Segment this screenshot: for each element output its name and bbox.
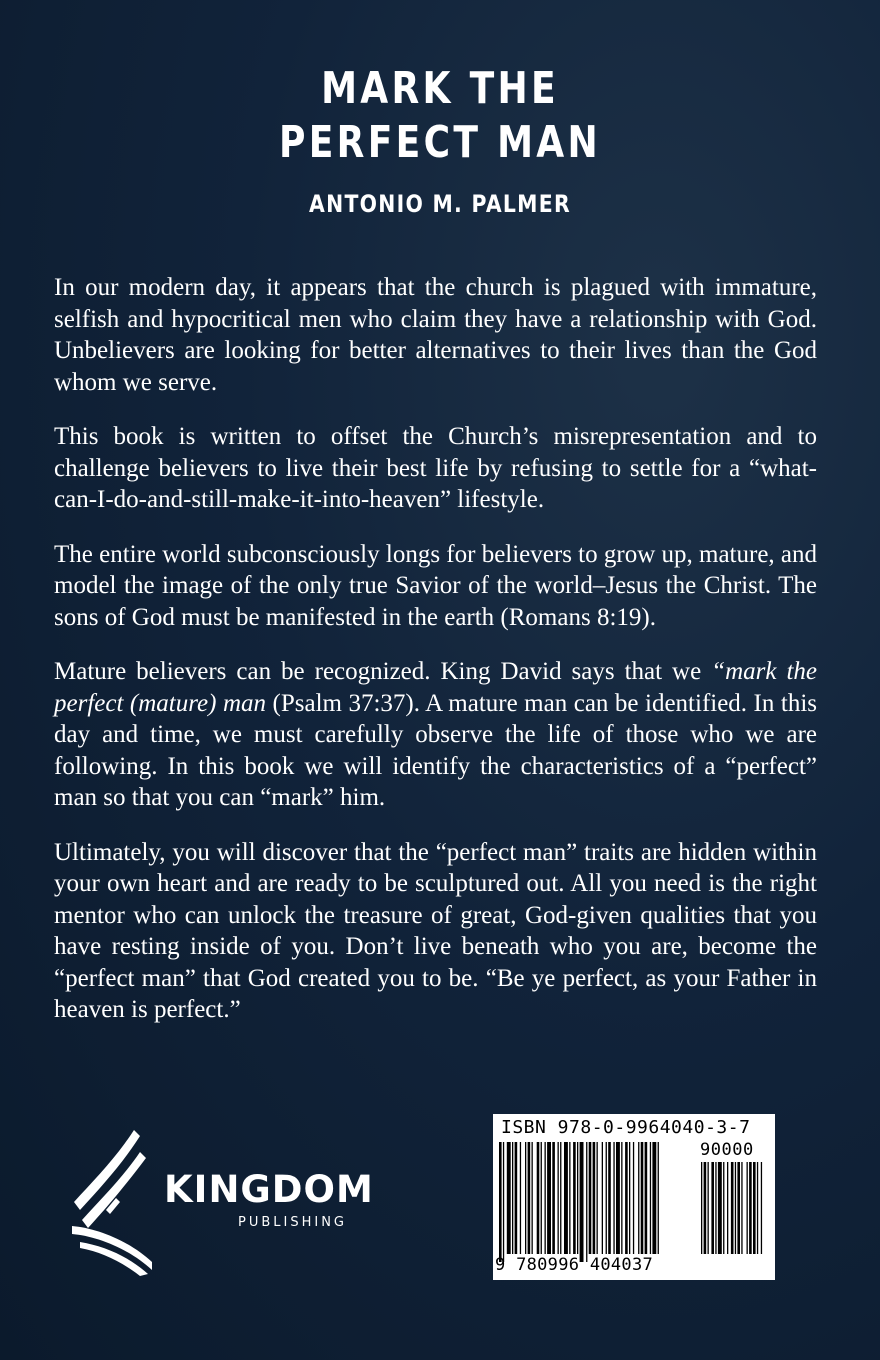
title-line-2: PERFECT MAN [279, 117, 601, 168]
barcode-bar [580, 1142, 584, 1262]
barcode-bar [593, 1142, 596, 1254]
isbn-label: ISBN 978-0-9964040-3-7 [501, 1117, 751, 1138]
barcode-bar [545, 1142, 546, 1254]
barcode-bar [564, 1142, 568, 1254]
barcode-bar [569, 1142, 570, 1254]
barcode-bar [532, 1142, 533, 1254]
barcode-bar [520, 1142, 521, 1254]
barcode-bar [586, 1142, 587, 1262]
barcode-bar [573, 1142, 576, 1254]
addon-bar [711, 1162, 714, 1254]
addon-bar [753, 1162, 756, 1254]
barcode-bar [528, 1142, 531, 1254]
barcode-bar [625, 1142, 628, 1254]
addon-bar [761, 1162, 762, 1254]
addon-bar [723, 1162, 724, 1254]
barcode-bar [650, 1142, 651, 1254]
barcode-bar [616, 1142, 620, 1254]
barcode-bar [652, 1142, 656, 1254]
price-code: 90000 [700, 1140, 754, 1160]
barcode-bar [589, 1142, 592, 1254]
barcode-bar [658, 1142, 659, 1254]
book-pages-icon [66, 1128, 166, 1278]
back-cover-blurb [54, 272, 817, 1049]
scripture-quote: “mark the perfect (mature) man [54, 658, 817, 717]
barcode-bar [606, 1142, 607, 1254]
barcode-bar [537, 1142, 540, 1254]
publisher-logo [66, 1128, 376, 1278]
blurb-text: Mature believers can be recognized. King David says that we [54, 658, 712, 685]
title-line-1: MARK THE [321, 63, 559, 114]
barcode-bar [499, 1142, 502, 1262]
addon-bar [701, 1162, 702, 1254]
barcode-bar [503, 1142, 504, 1262]
barcode-bar [621, 1142, 622, 1254]
barcode-bar [507, 1142, 511, 1254]
blurb-text: (Psalm 37:37). A mature man can be identified. In this day and time, we must carefully observe the life of those who we are following. In this book we will identify the characteristics of a “perfect” man so that you can “mark” him. [54, 689, 818, 811]
blurb-paragraph [54, 656, 817, 814]
barcode-bar [633, 1142, 634, 1254]
addon-bar [757, 1162, 758, 1254]
isbn-barcode [493, 1114, 775, 1280]
barcode-bar [560, 1142, 561, 1254]
barcode-bar [541, 1142, 542, 1254]
addon-bar [715, 1162, 716, 1254]
barcode-bar [602, 1142, 603, 1254]
book-title [79, 62, 801, 170]
barcode-bar [629, 1142, 630, 1254]
addon-bar [704, 1162, 707, 1254]
addon-bar [749, 1162, 752, 1254]
barcode-bar [512, 1142, 513, 1254]
addon-bar [718, 1162, 722, 1254]
barcode-bar [552, 1142, 555, 1254]
addon-bar [737, 1162, 740, 1254]
barcode-bar [515, 1142, 518, 1254]
barcode-bar [645, 1142, 648, 1254]
barcode-bar [525, 1142, 526, 1254]
ean-digits: 9 780996 404037 [495, 1255, 654, 1275]
barcode-bar [641, 1142, 644, 1254]
blurb-paragraph: The entire world subconsciously longs for believers to grow up, mature, and model the image of the only true Savior of the world–Jesus the Christ. The sons of God must be manifested in the earth (Romans 8:19). [54, 540, 818, 631]
addon-bar [747, 1162, 748, 1254]
blurb-paragraph: In our modern day, it appears that the church is plagued with immature, selfish and hypocritical men who claim they have a relationship with God. Unbelievers are looking for better alternatives to their lives than the God whom we serve. [54, 274, 817, 396]
blurb-paragraph: Ultimately, you will discover that the “perfect man” traits are hidden within your own heart and are ready to be sculptured out. All you need is the right mentor who can unlock the treasure of great, God-given qualities that you have resting inside of you. Don’t live beneath who you are, become the “perfect man” that God created you to be. “Be ye perfect, as your Father in heaven is perfect.” [54, 838, 817, 1023]
addon-bar [735, 1162, 736, 1254]
barcode-bar [638, 1142, 639, 1254]
barcode-bar [547, 1142, 551, 1254]
barcode-bar [597, 1142, 598, 1254]
addon-bar [708, 1162, 709, 1254]
barcode-bar [558, 1142, 559, 1254]
barcode-bar [608, 1142, 611, 1254]
addon-bar [731, 1162, 734, 1254]
author-name: ANTONIO M. PALMER [309, 190, 571, 218]
addon-bar [727, 1162, 728, 1254]
publisher-name: KINGDOM [164, 1168, 374, 1211]
addon-bar [741, 1162, 742, 1254]
publisher-subtitle: PUBLISHING [238, 1215, 348, 1230]
blurb-paragraph: This book is written to offset the Church’s misrepresentation and to challenge believers to live their best life by refusing to settle for a “what-can-I-do-and-still-make-it-into-heaven” lifestyle. [54, 423, 817, 513]
barcode-bar [577, 1142, 578, 1254]
barcode-bar [613, 1142, 614, 1254]
